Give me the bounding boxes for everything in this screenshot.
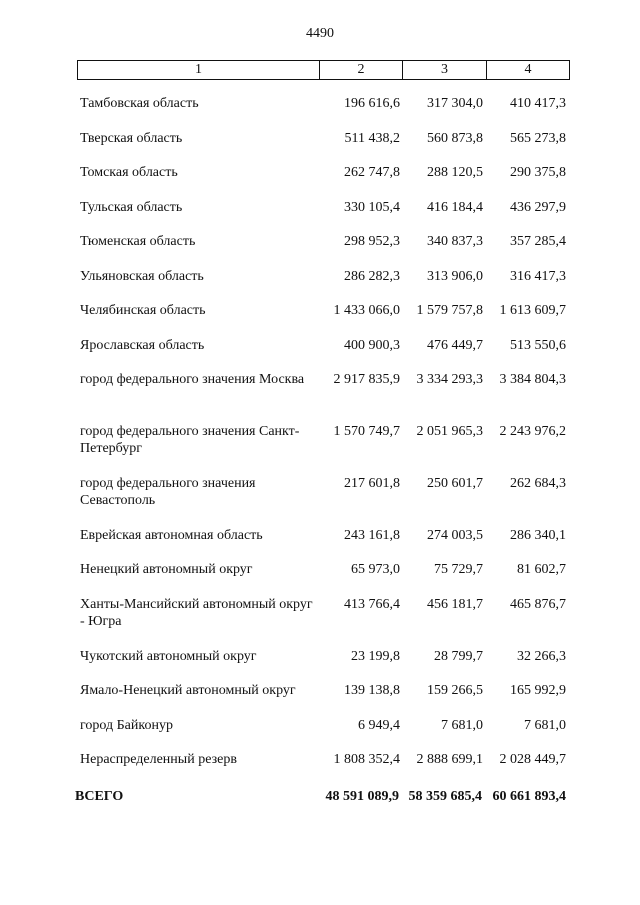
row-value-col-2: 196 616,6: [344, 96, 400, 111]
row-name: Тамбовская область: [80, 96, 199, 111]
row-value-col-4: 81 602,7: [517, 562, 566, 577]
header-col-2: 2: [319, 61, 402, 79]
row-value-col-4: 290 375,8: [510, 165, 566, 180]
row-name: Тюменская область: [80, 234, 196, 249]
header-col-3: 3: [402, 61, 486, 79]
table-row: [77, 648, 570, 665]
total-value-col-2: 48 591 089,9: [325, 789, 399, 804]
row-value-col-2: 1 433 066,0: [333, 303, 400, 318]
row-value-col-2: 413 766,4: [344, 597, 400, 612]
row-value-col-4: 2 243 976,2: [499, 424, 566, 439]
row-value-col-2: 23 199,8: [351, 649, 400, 664]
table-row: [77, 233, 570, 250]
row-value-col-3: 250 601,7: [427, 476, 483, 491]
row-value-col-2: 217 601,8: [344, 476, 400, 491]
row-value-col-2: 511 438,2: [344, 131, 400, 146]
row-value-col-3: 288 120,5: [427, 165, 483, 180]
row-value-col-3: 2 051 965,3: [416, 424, 483, 439]
row-value-col-2: 6 949,4: [358, 718, 400, 733]
row-name: Ямало-Ненецкий автономный округ: [80, 683, 296, 698]
row-value-col-3: 476 449,7: [427, 338, 483, 353]
row-value-col-3: 340 837,3: [427, 234, 483, 249]
row-value-col-4: 262 684,3: [510, 476, 566, 491]
row-value-col-3: 75 729,7: [434, 562, 483, 577]
row-value-col-4: 2 028 449,7: [499, 752, 566, 767]
page-number: 4490: [306, 26, 334, 41]
row-value-col-3: 3 334 293,3: [416, 372, 483, 387]
table-row: [77, 527, 570, 544]
row-value-col-4: 32 266,3: [517, 649, 566, 664]
row-name: Тверская область: [80, 131, 183, 146]
table-row: [77, 337, 570, 354]
row-value-col-2: 1 570 749,7: [333, 424, 400, 439]
row-value-col-4: 165 992,9: [510, 683, 566, 698]
row-value-col-3: 1 579 757,8: [416, 303, 483, 318]
table-row: [77, 751, 570, 768]
row-value-col-3: 416 184,4: [427, 200, 483, 215]
table-row: [77, 371, 570, 388]
row-name: Ульяновская область: [80, 269, 204, 284]
table-row: [77, 475, 570, 509]
row-value-col-4: 565 273,8: [510, 131, 566, 146]
row-value-col-3: 28 799,7: [434, 649, 483, 664]
row-value-col-3: 313 906,0: [427, 269, 483, 284]
row-value-col-4: 286 340,1: [510, 528, 566, 543]
row-name: Томская область: [80, 165, 178, 180]
row-name: Ханты-Мансийский автономный округ - Югра: [80, 597, 313, 629]
row-name: Ярославская область: [80, 338, 205, 353]
table-row: [77, 130, 570, 147]
row-name: город федерального значения Москва: [80, 372, 305, 387]
row-value-col-4: 410 417,3: [510, 96, 566, 111]
row-name: город федерального значения Санкт-Петербург: [80, 424, 300, 456]
table-row: [77, 423, 570, 457]
table-row: [77, 682, 570, 699]
row-name: Нераспределенный резерв: [80, 752, 237, 767]
row-value-col-3: 560 873,8: [427, 131, 483, 146]
row-value-col-4: 465 876,7: [510, 597, 566, 612]
total-value-col-4: 60 661 893,4: [492, 789, 566, 804]
row-name: город Байконур: [80, 718, 173, 733]
row-value-col-2: 1 808 352,4: [333, 752, 400, 767]
row-name: Еврейская автономная область: [80, 528, 263, 543]
row-value-col-2: 243 161,8: [344, 528, 400, 543]
row-value-col-4: 3 384 804,3: [499, 372, 566, 387]
row-value-col-2: 65 973,0: [351, 562, 400, 577]
row-value-col-4: 316 417,3: [510, 269, 566, 284]
total-label: ВСЕГО: [75, 789, 124, 804]
row-value-col-2: 286 282,3: [344, 269, 400, 284]
table-row: [77, 596, 570, 630]
table-header: [77, 60, 570, 80]
table-row: [77, 561, 570, 578]
row-value-col-3: 456 181,7: [427, 597, 483, 612]
row-name: Чукотский автономный округ: [80, 649, 257, 664]
table-row: [77, 717, 570, 734]
total-row: [75, 788, 568, 805]
row-name: город федерального значения Севастополь: [80, 476, 256, 508]
row-value-col-2: 298 952,3: [344, 234, 400, 249]
header-col-1: 1: [195, 62, 202, 77]
header-col-4: 4: [486, 61, 569, 79]
row-value-col-2: 400 900,3: [344, 338, 400, 353]
table-row: [77, 164, 570, 181]
row-value-col-3: 159 266,5: [427, 683, 483, 698]
row-value-col-2: 139 138,8: [344, 683, 400, 698]
table-row: [77, 268, 570, 285]
row-value-col-4: 513 550,6: [510, 338, 566, 353]
total-value-col-3: 58 359 685,4: [408, 789, 482, 804]
row-value-col-4: 1 613 609,7: [499, 303, 566, 318]
row-name: Ненецкий автономный округ: [80, 562, 253, 577]
row-value-col-4: 436 297,9: [510, 200, 566, 215]
table-row: [77, 199, 570, 216]
row-name: Тульская область: [80, 200, 183, 215]
row-value-col-3: 2 888 699,1: [416, 752, 483, 767]
row-value-col-3: 274 003,5: [427, 528, 483, 543]
row-value-col-4: 7 681,0: [524, 718, 566, 733]
row-value-col-4: 357 285,4: [510, 234, 566, 249]
row-value-col-2: 330 105,4: [344, 200, 400, 215]
row-name: Челябинская область: [80, 303, 206, 318]
table-row: [77, 95, 570, 112]
row-value-col-2: 2 917 835,9: [333, 372, 400, 387]
row-value-col-3: 7 681,0: [441, 718, 483, 733]
table-row: [77, 302, 570, 319]
row-value-col-2: 262 747,8: [344, 165, 400, 180]
row-value-col-3: 317 304,0: [427, 96, 483, 111]
